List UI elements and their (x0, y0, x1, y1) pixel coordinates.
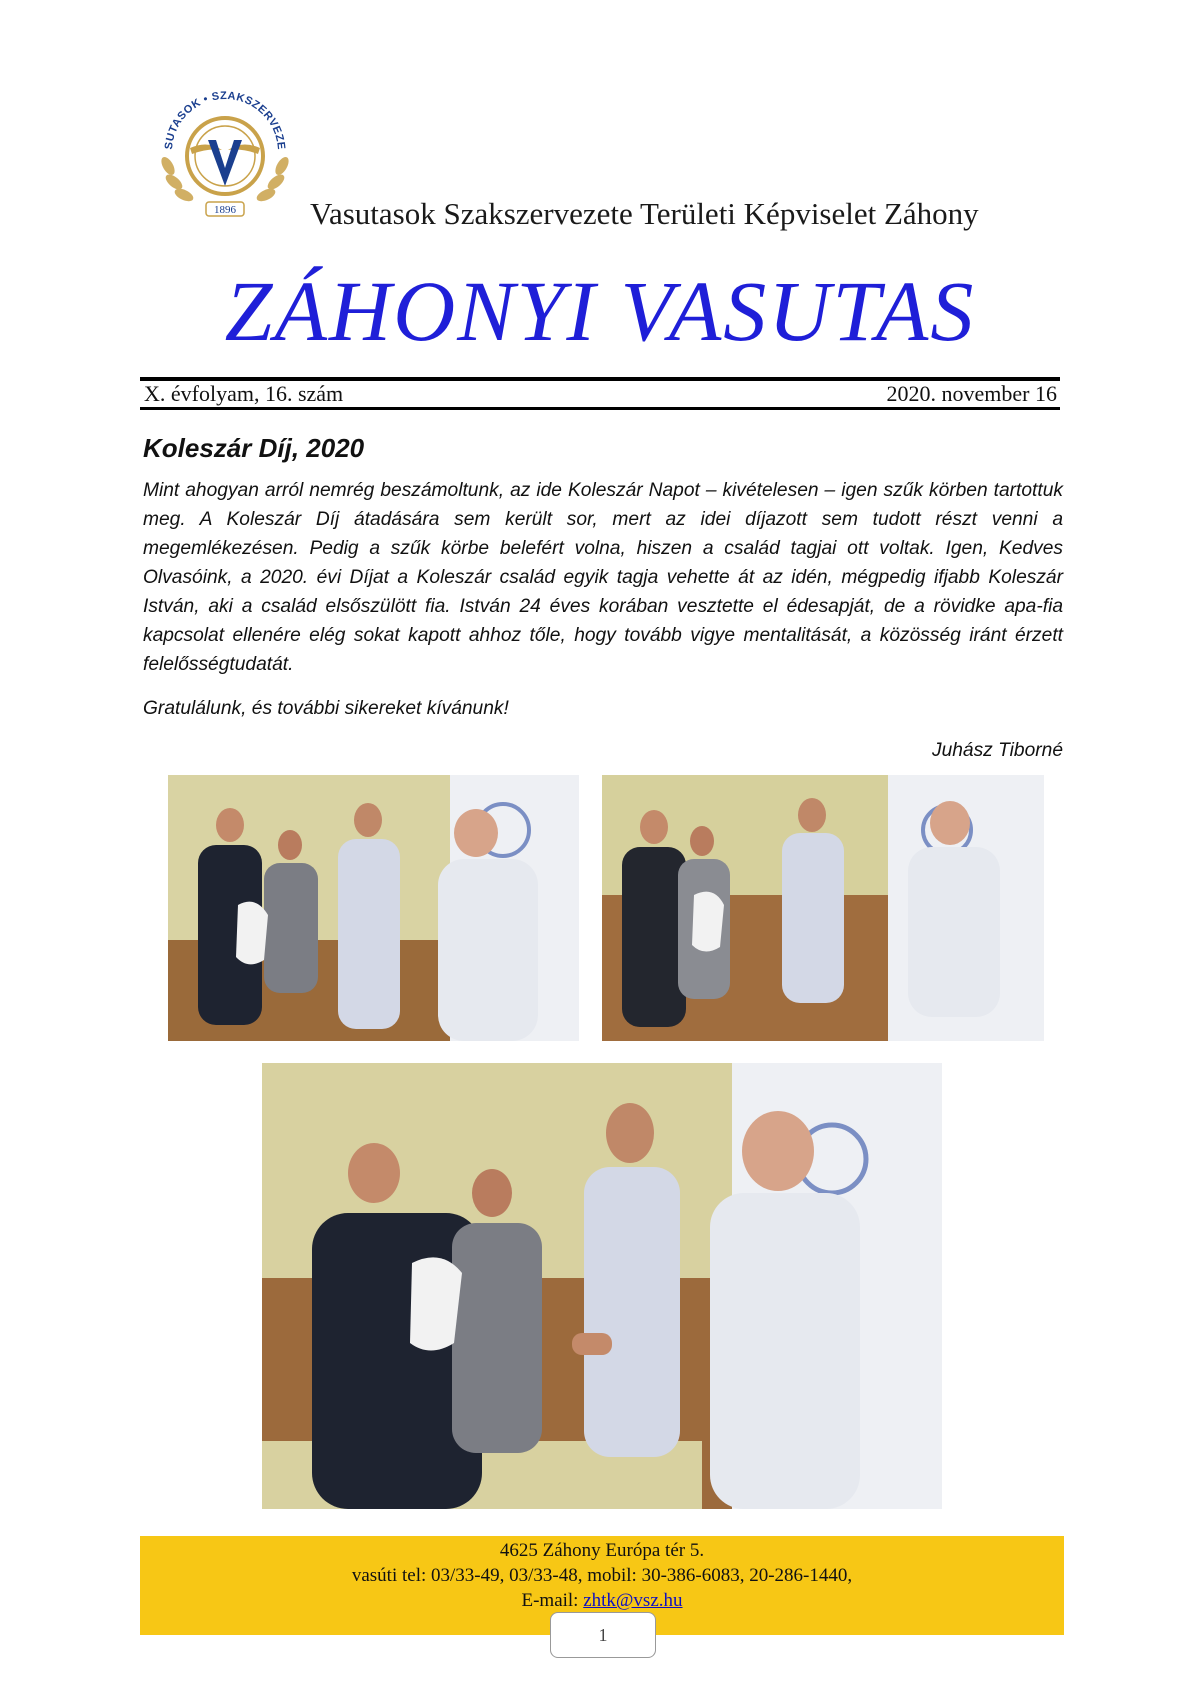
footer-phones: vasúti tel: 03/33-49, 03/33-48, mobil: 30-386-6083, 20-286-1440, (351, 1565, 853, 1586)
logo-arc-text: SUTASOK • SZAKSZERVEZE (162, 89, 288, 151)
article-title: Koleszár Díj, 2020 (143, 433, 365, 463)
issue-number: X. évfolyam, 16. szám (144, 381, 344, 406)
award-photo-1 (168, 775, 579, 1041)
page-number: 1 (550, 1612, 656, 1658)
masthead-rule-bottom (140, 407, 1060, 410)
issue-date: 2020. november 16 (886, 381, 1057, 406)
article-body: Mint ahogyan arról nemrég beszámoltunk, az ide Koleszár Napot – kivételesen – igen szűk körben tartottuk meg. A Koleszár Díj átadására sem került sor, mert az idei díjazott sem tudott részt venni a megemlékezésen. Pedig a szűk körbe belefért volna, hiszen a család tagjai ott voltak. Igen, Kedves Olvasóink, a 2020. évi Díjat a Koleszár család egyik tagja vehette át az idén, mégpedig ifjabb Koleszár István, aki a család elsőszülött fia. István 24 éves korában vesztette el édesapját, de a rövidke apa-fia kapcsolat ellenére elég sokat kapott ahhoz tőle, hogy tovább vigye mentalitását, a közösség iránt érzett felelősségtudatát. (143, 480, 1063, 675)
article-author: Juhász Tiborné (931, 740, 1063, 761)
newspaper-masthead: ZÁHONYI VASUTAS (224, 263, 976, 359)
organization-name: Vasutasok Szakszervezete Területi Képviselet Záhony (310, 196, 979, 231)
footer-email-link[interactable]: zhtk@vsz.hu (583, 1590, 683, 1611)
article-greeting: Gratulálunk, és további sikereket kívánunk! (143, 698, 509, 719)
footer-address: 4625 Záhony Európa tér 5. (499, 1540, 705, 1561)
award-photo-3 (262, 1063, 942, 1509)
union-logo (150, 74, 300, 224)
logo-year: 1896 (214, 204, 236, 216)
footer-email-label: E-mail: (521, 1590, 584, 1611)
award-photo-2 (602, 775, 1044, 1041)
footer-email-line (140, 1588, 1064, 1613)
